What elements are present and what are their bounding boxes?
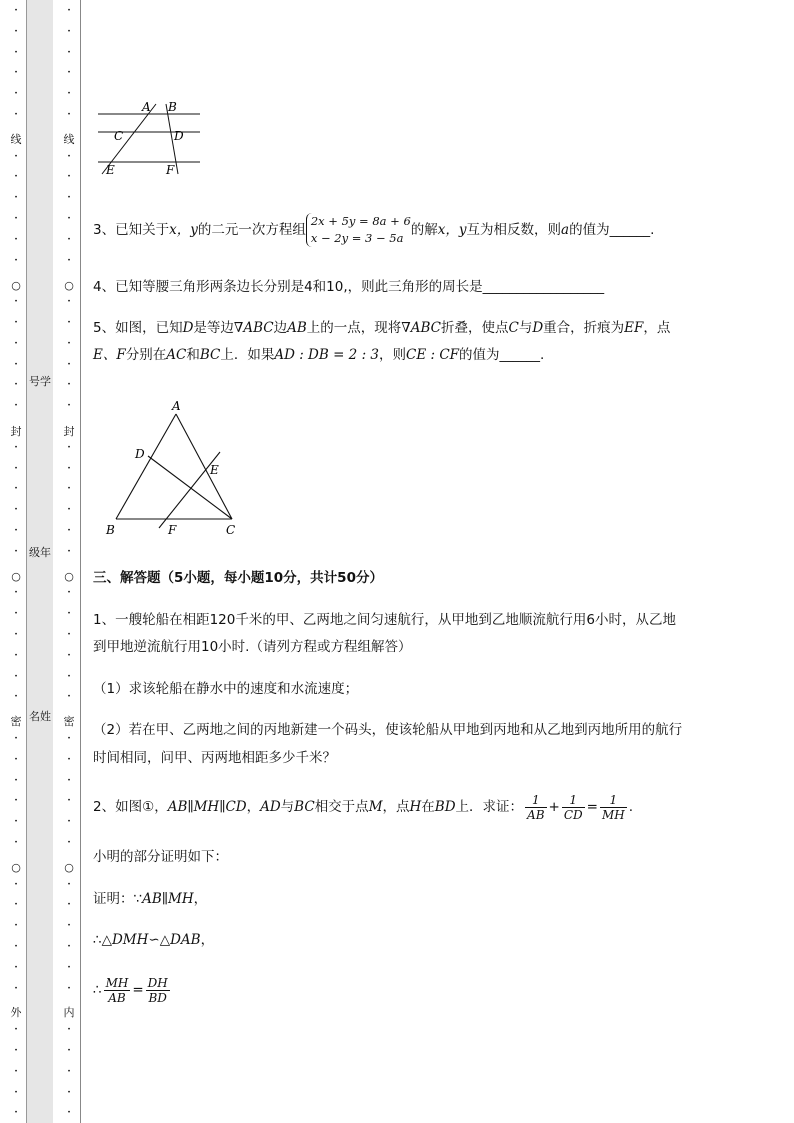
seal-dot: • (14, 381, 18, 388)
seal-dot: • (14, 631, 18, 638)
seal-dot: • (14, 735, 18, 742)
seal-dot: • (67, 1026, 71, 1033)
fraction-1-over-mh: $\frac{1}{MH}$ (601, 792, 625, 822)
seal-dot: • (67, 527, 71, 534)
seal-label: 密 (10, 715, 22, 728)
seal-dot: • (14, 777, 18, 784)
seal-dot: • (14, 839, 18, 846)
binding-band (26, 0, 54, 1123)
seal-dot: • (14, 756, 18, 763)
seal-dot: • (14, 340, 18, 347)
seal-dot: • (67, 340, 71, 347)
seal-dot: • (14, 985, 18, 992)
proof-line-3: ∴ $\frac{MH}{AB}$ = $\frac{DH}{BD}$ (93, 975, 168, 1005)
seal-dot: • (14, 527, 18, 534)
seal-dot: • (14, 215, 18, 222)
inner-seal-column (63, 0, 75, 1123)
seal-dot: • (67, 631, 71, 638)
seal-dot: • (67, 881, 71, 888)
solve-1-part-2-line-2: 时间相同，问甲、丙两地相距多少千米？ (93, 750, 336, 766)
seal-dot: • (67, 7, 71, 14)
seal-label: 内 (63, 1006, 75, 1019)
solve-2-statement: 2、如图①，AB∥MH∥CD，AD与BC相交于点M，点H在BD上．求证： $\frac{1}{AB}$ + $\frac{1}{CD}$ = $\frac{1}{MH}$ . (93, 792, 634, 822)
seal-dot: • (14, 1109, 18, 1116)
seal-dot: • (14, 153, 18, 160)
fraction-1-over-cd: $\frac{1}{CD}$ (563, 792, 583, 822)
name-label: 名姓 (29, 710, 51, 723)
solve-1-part-2-line-1: （2）若在甲、乙两地之间的丙地新建一个码头，使该轮船从甲地到丙地和从乙地到丙地所用的航行 (93, 722, 683, 738)
seal-dot: • (14, 402, 18, 409)
seal-dot: • (14, 1068, 18, 1075)
seal-dot: • (67, 236, 71, 243)
seal-dot: • (14, 881, 18, 888)
seal-dot: • (14, 319, 18, 326)
seal-circle: ○ (64, 570, 74, 583)
seal-circle: ○ (11, 570, 21, 583)
seal-dot: • (14, 943, 18, 950)
seal-dot: • (67, 693, 71, 700)
seal-dot: • (67, 1109, 71, 1116)
seal-dot: • (67, 90, 71, 97)
fig2-label-b: B (106, 523, 115, 537)
seal-dot: • (67, 839, 71, 846)
seal-dot: • (67, 1089, 71, 1096)
seal-dot: • (67, 797, 71, 804)
seal-dot: • (67, 777, 71, 784)
solve-1-part-1: （1）求该轮船在静水中的速度和水流速度； (93, 681, 359, 697)
seal-circle: ○ (64, 861, 74, 874)
seal-dot: • (14, 298, 18, 305)
seal-dot: • (67, 49, 71, 56)
seal-label: 线 (10, 133, 22, 146)
seal-dot: • (67, 506, 71, 513)
seal-label: 密 (63, 715, 75, 728)
seal-dot: • (14, 610, 18, 617)
fig1-label-a: A (142, 100, 151, 114)
seal-dot: • (14, 173, 18, 180)
fig2-label-a: A (172, 399, 181, 413)
seal-dot: • (67, 735, 71, 742)
seal-dot: • (14, 90, 18, 97)
seal-dot: • (67, 985, 71, 992)
seal-dot: • (67, 153, 71, 160)
seal-dot: • (67, 652, 71, 659)
seal-dot: • (67, 381, 71, 388)
seal-dot: • (67, 901, 71, 908)
solve-1-line-2: 到甲地逆流航行用10小时.（请列方程或方程组解答） (93, 639, 412, 655)
seal-dot: • (67, 756, 71, 763)
proof-line-2: ∴△DMH∽△DAB， (93, 932, 215, 948)
figure-parallel-lines (94, 98, 206, 178)
seal-dot: • (14, 28, 18, 35)
seal-dot: • (14, 485, 18, 492)
seal-dot: • (14, 693, 18, 700)
seal-dot: • (67, 319, 71, 326)
equation-system: 2x + 5y = 8a + 6 x − 2y = 3 − 5a (306, 213, 411, 247)
fraction-1-over-ab: $\frac{1}{AB}$ (527, 792, 545, 822)
seal-dot: • (67, 173, 71, 180)
seal-dot: • (67, 361, 71, 368)
outer-seal-column (10, 0, 22, 1123)
seal-dot: • (67, 673, 71, 680)
fig2-label-d: D (135, 447, 145, 461)
proof-line-1: 证明：∵AB∥MH， (93, 891, 208, 907)
grade-label: 级年 (29, 546, 51, 559)
seal-dot: • (67, 964, 71, 971)
seal-dot: • (67, 194, 71, 201)
seal-circle: ○ (11, 279, 21, 292)
fig1-label-d: D (174, 129, 184, 143)
seal-dot: • (14, 901, 18, 908)
seal-dot: • (67, 1068, 71, 1075)
seal-label: 外 (10, 1006, 22, 1019)
seal-dot: • (67, 465, 71, 472)
seal-dot: • (14, 506, 18, 513)
seal-dot: • (14, 1047, 18, 1054)
seal-dot: • (67, 1047, 71, 1054)
section-3-heading: 三、解答题（5小题，每小题10分，共计50分） (93, 570, 383, 586)
seal-circle: ○ (64, 279, 74, 292)
seal-dot: • (14, 49, 18, 56)
fig2-label-f: F (168, 523, 177, 537)
seal-dot: • (67, 444, 71, 451)
seal-dot: • (14, 548, 18, 555)
seal-dot: • (14, 69, 18, 76)
seal-dot: • (14, 589, 18, 596)
student-id-label: 号学 (29, 375, 51, 388)
seal-dot: • (67, 610, 71, 617)
partial-proof-intro: 小明的部分证明如下： (93, 849, 228, 865)
seal-dot: • (14, 1089, 18, 1096)
seal-dot: • (14, 922, 18, 929)
seal-dot: • (14, 797, 18, 804)
seal-dot: • (14, 673, 18, 680)
seal-dot: • (14, 465, 18, 472)
seal-label: 封 (10, 425, 22, 438)
question-3: 3、已知关于x，y的二元一次方程组 2x + 5y = 8a + 6 x − 2y = 3 − 5a 的解x，y互为相反数，则a的值为______. (93, 214, 655, 245)
seal-dot: • (14, 361, 18, 368)
seal-dot: • (67, 69, 71, 76)
seal-dot: • (67, 485, 71, 492)
question-5-line-2: E、F分别在AC和BC上．如果AD : DB = 2 : 3，则CE : CF的值为______. (93, 347, 545, 363)
fig2-label-e: E (210, 463, 219, 477)
seal-dot: • (14, 444, 18, 451)
fig1-label-b: B (168, 100, 177, 114)
seal-dot: • (67, 298, 71, 305)
seal-dot: • (67, 257, 71, 264)
seal-dot: • (67, 548, 71, 555)
seal-dot: • (14, 1026, 18, 1033)
seal-dot: • (67, 402, 71, 409)
question-4: 4、已知等腰三角形两条边长分别是4和10,，则此三角形的周长是__________________ (93, 279, 605, 295)
seal-dot: • (67, 28, 71, 35)
seal-dot: • (14, 236, 18, 243)
seal-dot: • (67, 943, 71, 950)
seal-dot: • (67, 111, 71, 118)
question-5-line-1: 5、如图，已知D是等边∇ABC边AB上的一点，现将∇ABC折叠，使点C与D重合，折痕为EF，点 (93, 320, 671, 336)
seal-label: 线 (63, 133, 75, 146)
seal-dot: • (14, 964, 18, 971)
fig1-label-e: E (106, 163, 115, 177)
seal-dot: • (14, 257, 18, 264)
seal-label: 封 (63, 425, 75, 438)
seal-circle: ○ (11, 861, 21, 874)
fraction-mh-over-ab: $\frac{MH}{AB}$ (105, 975, 129, 1005)
seal-dot: • (14, 818, 18, 825)
fig2-label-c: C (226, 523, 236, 537)
figure-triangle (102, 396, 252, 538)
seal-dot: • (67, 922, 71, 929)
fig1-label-f: F (166, 163, 175, 177)
seal-dot: • (14, 194, 18, 201)
seal-dot: • (67, 215, 71, 222)
solve-1-line-1: 1、一艘轮船在相距120千米的甲、乙两地之间匀速航行，从甲地到乙地顺流航行用6小时，从乙地 (93, 612, 676, 628)
seal-dot: • (14, 111, 18, 118)
seal-dot: • (67, 589, 71, 596)
seal-dot: • (14, 7, 18, 14)
fraction-dh-over-bd: $\frac{DH}{BD}$ (147, 975, 168, 1005)
fig1-label-c: C (114, 129, 124, 143)
seal-dot: • (67, 818, 71, 825)
seal-dot: • (14, 652, 18, 659)
